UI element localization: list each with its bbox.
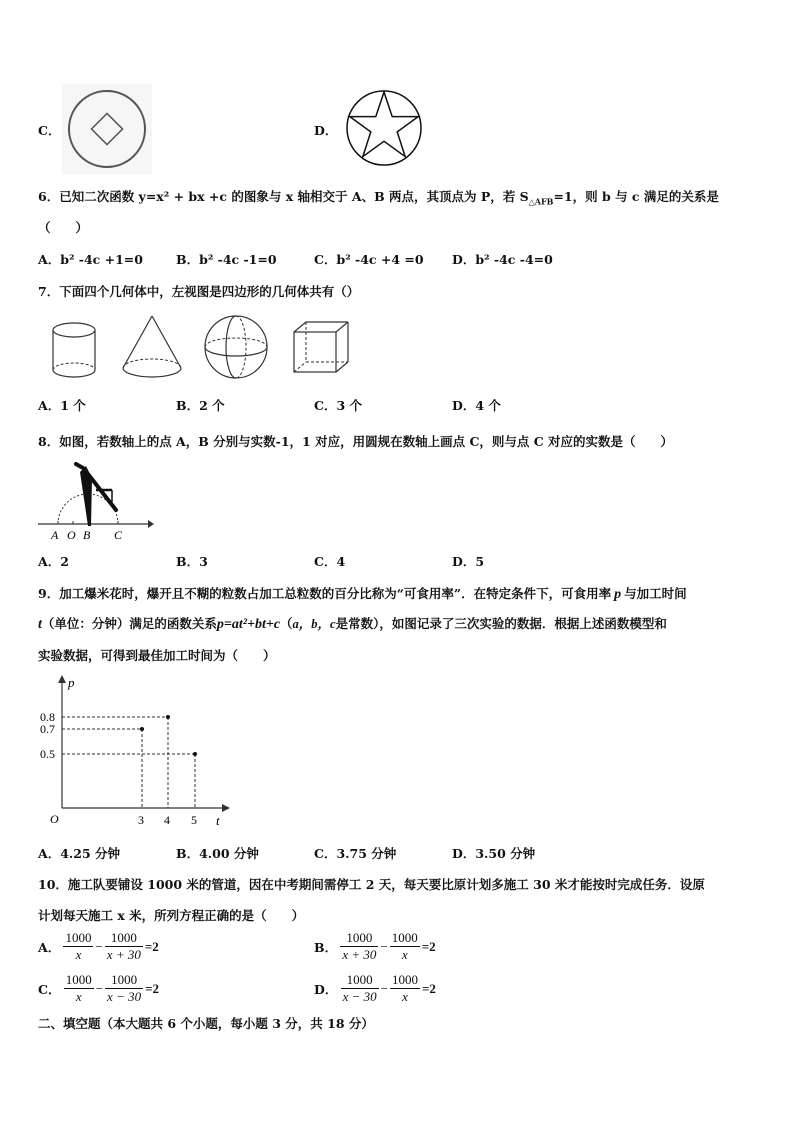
- q9-option-c: [314, 844, 396, 862]
- q9-line2: [38, 614, 667, 633]
- q9-line1: [38, 584, 687, 603]
- q6-option-a: [38, 250, 143, 268]
- q10-line2: 计划每天施工 x 米，所列方程正确的是（ ）: [38, 908, 305, 923]
- fraction: [105, 972, 143, 1005]
- q7-option-c: [314, 396, 362, 414]
- q6-option-b: [176, 250, 277, 268]
- q5-option-d-label: D．: [314, 123, 338, 138]
- option-text: 4.00 分钟: [199, 846, 259, 861]
- fraction: [63, 930, 93, 963]
- numerator: 1000: [391, 972, 418, 987]
- point-5-0.5: [193, 752, 197, 756]
- denominator: x: [401, 947, 408, 962]
- option-label: B．: [176, 252, 200, 267]
- option-text: 4: [336, 554, 346, 569]
- q7-question-text: 7．下面四个几何体中，左视图是四边形的几何体共有（）: [38, 284, 360, 299]
- q10-option-a: [38, 930, 161, 963]
- fraction: [105, 930, 143, 963]
- x-axis-label: t: [216, 813, 220, 828]
- q8-option-d: [452, 552, 484, 570]
- option-label: D．: [314, 981, 338, 997]
- q9-line1-end: 与加工时间: [624, 586, 687, 601]
- q8-option-c: [314, 552, 345, 570]
- minus-sign: −: [95, 938, 103, 954]
- q5-star-figure: [344, 88, 424, 168]
- compass-number-line-figure: [36, 460, 161, 545]
- label-b: B: [83, 528, 91, 542]
- equation-rhs: =2: [421, 980, 436, 996]
- option-text: b² -4c +4 =0: [336, 252, 424, 267]
- option-label: C．: [314, 398, 337, 413]
- fraction: [341, 972, 379, 1005]
- q6-text-part1: 6．已知二次函数 y=x² + bx +c 的图象与 x 轴相交于 A、B 两点，其顶点为 P，若 S: [38, 189, 529, 204]
- q9-line1-text: 9．加工爆米花时，爆开且不糊的粒数占加工总粒数的百分比称为“可食用率”．在特定条件下，可食用率: [38, 586, 612, 601]
- x-tick-3: 3: [138, 813, 144, 827]
- option-text: 1 个: [60, 398, 86, 413]
- q6-question-text: [38, 187, 719, 207]
- numerator: 1000: [105, 972, 143, 989]
- label-a: A: [51, 528, 59, 542]
- option-text: 2 个: [199, 398, 225, 413]
- option-label: B．: [314, 939, 338, 955]
- q9-line2-text-a: （单位：分钟）满足的函数关系: [41, 616, 217, 631]
- q6-option-c: [314, 250, 424, 268]
- point-4-0.8: [166, 715, 170, 719]
- q10-option-d: [314, 972, 438, 1005]
- option-label: B．: [176, 398, 200, 413]
- option-label: C．: [314, 252, 337, 267]
- option-label: A．: [38, 846, 61, 861]
- option-text: b² -4c -1=0: [199, 252, 277, 267]
- fraction: [340, 930, 378, 963]
- option-text: b² -4c +1=0: [60, 252, 143, 267]
- q9-line3: 实验数据，可得到最佳加工时间为（ ）: [38, 648, 276, 663]
- numerator: 1000: [391, 930, 418, 945]
- point-3-0.7: [140, 727, 144, 731]
- minus-sign: −: [95, 980, 104, 996]
- cylinder-figure: [49, 320, 99, 382]
- label-o: O: [67, 528, 76, 542]
- option-text: b² -4c -4=0: [475, 252, 553, 267]
- x-tick-4: 4: [164, 813, 170, 827]
- q7-option-a: [38, 396, 86, 414]
- fraction: [390, 972, 420, 1005]
- q9-option-a: [38, 844, 120, 862]
- q10-option-b: [314, 930, 438, 963]
- q6-area-subscript: △AFB: [528, 196, 554, 207]
- q8-option-b: [176, 552, 208, 570]
- y-axis-label: p: [68, 675, 75, 690]
- q9-line2-text-b: （: [280, 616, 293, 631]
- y-tick-0.5: 0.5: [40, 747, 55, 761]
- fraction: [64, 972, 94, 1005]
- option-label: B．: [176, 554, 200, 569]
- option-text: 3.50 分钟: [475, 846, 536, 861]
- option-label: B．: [176, 846, 200, 861]
- option-text: 5: [475, 554, 485, 569]
- q9-p-variable: p: [614, 587, 622, 602]
- q6-option-d: [452, 250, 553, 268]
- denominator: x: [402, 989, 408, 1004]
- numerator: 1000: [340, 930, 378, 947]
- option-label: C．: [314, 846, 337, 861]
- q9-option-d: [452, 844, 535, 862]
- numerator: 1000: [65, 972, 92, 987]
- denominator: x + 30: [342, 947, 377, 962]
- q5-coin-figure: [62, 84, 152, 174]
- q8-option-a: [38, 552, 69, 570]
- option-label: D．: [452, 554, 476, 569]
- option-text: 4 个: [475, 398, 501, 413]
- fraction: [390, 930, 420, 963]
- option-label: D．: [452, 846, 476, 861]
- q9-line2-text-c: 是常数），如图记录了三次实验的数据．根据上述函数模型和: [335, 616, 667, 631]
- q9-constants: a，b，c: [292, 617, 336, 631]
- option-label: A．: [38, 554, 61, 569]
- q6-text-part2: =1，则 b 与 c 满足的关系是: [553, 189, 719, 204]
- option-text: 3 个: [336, 398, 363, 413]
- cone-figure: [120, 314, 184, 382]
- option-label: D．: [452, 398, 476, 413]
- option-label: A．: [38, 939, 61, 955]
- option-text: 4.25 分钟: [60, 846, 120, 861]
- equation-rhs: =2: [144, 938, 159, 954]
- denominator: x: [75, 947, 82, 962]
- denominator: x: [75, 989, 82, 1004]
- section-2-title: 二、填空题（本大题共 6 个小题，每小题 3 分，共 18 分）: [38, 1016, 374, 1031]
- equation-rhs: =2: [145, 980, 160, 996]
- q8-question-text: 8．如图，若数轴上的点 A，B 分别与实数-1，1 对应，用圆规在数轴上画点 C，则与点 C 对应的实数是（ ）: [38, 434, 674, 449]
- label-c: C: [114, 528, 123, 542]
- q9-t-variable: t: [38, 617, 42, 632]
- option-label: C．: [314, 554, 337, 569]
- origin-label: O: [50, 812, 59, 826]
- denominator: x + 30: [106, 947, 141, 962]
- equation-rhs: =2: [421, 938, 436, 954]
- numerator: 1000: [65, 930, 92, 945]
- sphere-figure: [203, 314, 269, 380]
- option-text: 2: [60, 554, 69, 569]
- cube-figure: [292, 320, 350, 374]
- denominator: x − 30: [342, 989, 377, 1004]
- numerator: 1000: [105, 930, 143, 947]
- q9-option-b: [176, 844, 259, 862]
- minus-sign: −: [380, 980, 388, 996]
- q10-option-c: [38, 972, 161, 1005]
- minus-sign: −: [380, 938, 388, 954]
- x-tick-5: 5: [191, 813, 197, 827]
- q7-option-d: [452, 396, 501, 414]
- option-label: D．: [452, 252, 476, 267]
- q10-line1: 10．施工队要铺设 1000 米的管道，因在中考期间需停工 2 天，每天要比原计划多施工 30 米才能按时完成任务．设原: [38, 877, 705, 892]
- q7-option-b: [176, 396, 225, 414]
- option-label: C．: [38, 981, 61, 997]
- y-tick-0.8: 0.8: [40, 710, 55, 724]
- option-label: A．: [38, 398, 61, 413]
- y-tick-0.7: 0.7: [40, 722, 55, 736]
- numerator: 1000: [341, 972, 379, 989]
- denominator: x − 30: [107, 989, 142, 1004]
- option-text: 3.75 分钟: [336, 846, 397, 861]
- q9-graph: [36, 673, 236, 828]
- q5-option-c-label: C．: [38, 123, 61, 138]
- q9-function: p=at²+bt+c: [216, 617, 281, 632]
- option-text: 3: [199, 554, 208, 569]
- option-label: A．: [38, 252, 61, 267]
- q6-answer-blank: （ ）: [38, 220, 89, 235]
